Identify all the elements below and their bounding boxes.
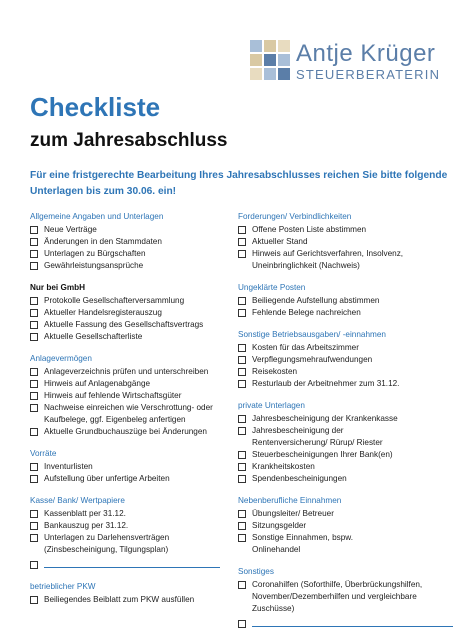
fill-in-rule (252, 626, 453, 627)
checklist-item-label: Resturlaub der Arbeitnehmer zum 31.12. (252, 379, 400, 388)
checkbox-icon[interactable] (30, 534, 38, 542)
checklist-item-label: Änderungen in den Stammdaten (44, 237, 162, 246)
checklist-item (30, 473, 230, 485)
checklist (30, 224, 230, 272)
checkbox-icon[interactable] (238, 380, 246, 388)
checkbox-icon[interactable] (238, 309, 246, 317)
checklist-item (30, 520, 230, 532)
checklist-item-label: Aktueller Stand (252, 237, 308, 246)
checklist-item (238, 366, 463, 378)
checklist-item (238, 520, 463, 532)
checklist-item-label: Gewährleistungsansprüche (44, 261, 144, 270)
page-title: Checkliste (30, 92, 161, 122)
checklist-item-label: Hinweis auf fehlende Wirtschaftsgüter (44, 391, 182, 400)
right-column (238, 211, 463, 640)
checklist-item (30, 532, 230, 556)
checklist-item-label: Hinweis auf Anlagenabgänge (44, 379, 151, 388)
checklist (238, 342, 463, 390)
checklist-item (30, 319, 230, 331)
checkbox-icon[interactable] (30, 596, 38, 604)
checklist-item-label: Aktuelle Gesellschafterliste (44, 332, 143, 341)
checklist-item (238, 579, 463, 615)
section-title: betrieblicher PKW (30, 582, 96, 591)
checklist (30, 366, 230, 438)
logo-name: Antje Krüger (296, 40, 436, 67)
checklist-item-label: Beiliegende Aufstellung abstimmen (252, 296, 380, 305)
brand-logo (250, 40, 465, 82)
section-sonstiges (238, 566, 463, 630)
checklist-item-label: Nachweise einreichen wie Verschrottung- oder Kaufbelege, ggf. Eigenbeleg anfertigen (44, 403, 213, 424)
checklist-item (238, 473, 463, 485)
checklist-item (30, 331, 230, 343)
checkbox-icon[interactable] (30, 250, 38, 258)
checklist-item-label: Aktueller Handelsregisterauszug (44, 308, 162, 317)
checkbox-icon[interactable] (30, 522, 38, 530)
checkbox-icon[interactable] (30, 428, 38, 436)
section-title: Sonstiges (238, 567, 274, 576)
section-private-unterlagen (238, 400, 463, 485)
checklist-item (30, 402, 230, 426)
checklist-item-label: Kosten für das Arbeitszimmer (252, 343, 359, 352)
checklist-item (238, 449, 463, 461)
checkbox-icon[interactable] (238, 238, 246, 246)
checklist (238, 295, 463, 319)
checkbox-icon[interactable] (30, 321, 38, 329)
checklist-item-label: Sitzungsgelder (252, 521, 307, 530)
checklist (238, 224, 463, 272)
checkbox-icon[interactable] (238, 297, 246, 305)
checkbox-icon[interactable] (238, 427, 246, 435)
fill-in-rule (44, 567, 220, 568)
checklist-item (30, 295, 230, 307)
checklist-item-label: Steuerbescheinigungen Ihrer Bank(en) (252, 450, 393, 459)
section-nebenberufliche-einnahmen (238, 495, 463, 556)
checklist-item (30, 461, 230, 473)
logo-subtitle: STEUERBERATERIN (296, 67, 441, 82)
checkbox-icon[interactable] (30, 561, 38, 569)
checklist-item (30, 307, 230, 319)
checklist-item-label: Krankheitskosten (252, 462, 315, 471)
section-title: Nebenberufliche Einnahmen (238, 496, 342, 505)
checklist-item (30, 366, 230, 378)
section-kasse-bank-wertpapiere (30, 495, 230, 571)
checklist-item (238, 378, 463, 390)
checklist (30, 508, 230, 556)
checklist-item-label: Beiliegendes Beiblatt zum PKW ausfüllen (44, 595, 195, 604)
checklist-item-label: Jahresbescheinigung der Rentenversicherung/ Rürup/ Riester (252, 426, 383, 447)
logo-mark (250, 40, 290, 80)
checklist-item-label: Hinweis auf Gerichtsverfahren, Insolvenz, Uneinbringlichkeit (Nachweis) (252, 249, 404, 270)
checklist-item-label: Spendenbescheinigungen (252, 474, 347, 483)
checkbox-icon[interactable] (238, 510, 246, 518)
checkbox-icon[interactable] (238, 581, 246, 589)
checklist-item-label: Unterlagen zu Darlehensverträgen (Zinsbescheinigung, Tilgungsplan) (44, 533, 170, 554)
section-sonstige-betriebsausgaben-einnahmen (238, 329, 463, 390)
checklist-item (30, 390, 230, 402)
checkbox-icon[interactable] (238, 356, 246, 364)
checklist-item-label: Inventurlisten (44, 462, 93, 471)
checkbox-icon[interactable] (238, 344, 246, 352)
checkbox-icon[interactable] (238, 368, 246, 376)
checklist-item-label: Sonstige Einnahmen, bspw. Onlinehandel (252, 533, 354, 554)
checklist (238, 413, 463, 485)
checkbox-icon[interactable] (238, 534, 246, 542)
checklist-item-label: Anlageverzeichnis prüfen und unterschreiben (44, 367, 209, 376)
section-anlagevermoegen (30, 353, 230, 438)
checklist-item (238, 461, 463, 473)
section-title: private Unterlagen (238, 401, 305, 410)
checklist-item (30, 236, 230, 248)
checklist-item-label: Protokolle Gesellschafterversammlung (44, 296, 185, 305)
checkbox-icon[interactable] (238, 463, 246, 471)
blank-entry-line[interactable] (238, 618, 463, 630)
checkbox-icon[interactable] (238, 522, 246, 530)
checklist-item (238, 413, 463, 425)
checklist-item (30, 224, 230, 236)
checklist-item (30, 248, 230, 260)
left-column (30, 211, 230, 616)
checkbox-icon[interactable] (30, 475, 38, 483)
section-title: Vorräte (30, 449, 57, 458)
checkbox-icon[interactable] (30, 238, 38, 246)
checkbox-icon[interactable] (30, 404, 38, 412)
checklist (238, 508, 463, 556)
checkbox-icon[interactable] (30, 333, 38, 341)
page-subtitle: zum Jahresabschluss (30, 130, 228, 151)
checklist (30, 594, 230, 606)
checkbox-icon[interactable] (30, 309, 38, 317)
checklist-item (238, 508, 463, 520)
section-betrieblicher-pkw (30, 581, 230, 606)
section-title: Sonstige Betriebsausgaben/ -einnahmen (238, 330, 386, 339)
checklist-item (238, 295, 463, 307)
checklist-item (238, 248, 463, 272)
section-forderungen-verbindlichkeiten (238, 211, 463, 272)
section-vorraete (30, 448, 230, 485)
checklist-item-label: Coronahilfen (Soforthilfe, Überbrückungshilfen, November/Dezemberhilfen und vergleichbare Zuschüsse) (252, 580, 423, 613)
section-title: Anlagevermögen (30, 354, 92, 363)
checklist-item (238, 224, 463, 236)
checklist-item (30, 260, 230, 272)
section-title: Kasse/ Bank/ Wertpapiere (30, 496, 125, 505)
checklist-item-label: Verpflegungsmehraufwendungen (252, 355, 373, 364)
checklist (30, 295, 230, 343)
checklist-item (30, 426, 230, 438)
checklist-item (238, 236, 463, 248)
blank-entry-line[interactable] (30, 559, 230, 571)
checkbox-icon[interactable] (238, 226, 246, 234)
checkbox-icon[interactable] (30, 510, 38, 518)
checklist-item-label: Übungsleiter/ Betreuer (252, 509, 334, 518)
checklist-item (30, 594, 230, 606)
checklist-item-label: Aufstellung über unfertige Arbeiten (44, 474, 170, 483)
checklist-item-label: Offene Posten Liste abstimmen (252, 225, 367, 234)
checklist-item-label: Kassenblatt per 31.12. (44, 509, 126, 518)
checkbox-icon[interactable] (238, 620, 246, 628)
section-title: Forderungen/ Verbindlichkeiten (238, 212, 352, 221)
checklist-item-label: Fehlende Belege nachreichen (252, 308, 361, 317)
checklist-item-label: Jahresbescheinigung der Krankenkasse (252, 414, 398, 423)
checkbox-icon[interactable] (30, 392, 38, 400)
checklist-item-label: Unterlagen zu Bürgschaften (44, 249, 146, 258)
checklist-item (238, 354, 463, 366)
section-title: Nur bei GmbH (30, 283, 86, 292)
checklist-item-label: Neue Verträge (44, 225, 97, 234)
intro-text: Für eine fristgerechte Bearbeitung Ihres Jahresabschlusses reichen Sie bitte folgende Unterlagen bis zum 30.06. ein! (30, 170, 448, 197)
checklist-item (30, 508, 230, 520)
checklist-item (30, 378, 230, 390)
checklist (238, 579, 463, 615)
checkbox-icon[interactable] (30, 297, 38, 305)
checklist-item (238, 342, 463, 354)
checkbox-icon[interactable] (238, 250, 246, 258)
checklist-item-label: Bankauszug per 31.12. (44, 521, 129, 530)
checkbox-icon[interactable] (30, 262, 38, 270)
section-title: Allgemeine Angaben und Unterlagen (30, 212, 164, 221)
checklist-item-label: Aktuelle Fassung des Gesellschaftsvertrags (44, 320, 204, 329)
checkbox-icon[interactable] (238, 475, 246, 483)
section-allgemeine-angaben-und-unterlagen (30, 211, 230, 272)
checklist (30, 461, 230, 485)
checklist-item-label: Reisekosten (252, 367, 298, 376)
checklist-item (238, 307, 463, 319)
section-ungeklaerte-posten (238, 282, 463, 319)
checkbox-icon[interactable] (30, 368, 38, 376)
checklist-item (238, 425, 463, 449)
checkbox-icon[interactable] (238, 451, 246, 459)
checkbox-icon[interactable] (30, 380, 38, 388)
section-nur-bei-gmbh (30, 282, 230, 343)
section-title: Ungeklärte Posten (238, 283, 306, 292)
checklist-item-label: Aktuelle Grundbuchauszüge bei Änderungen (44, 427, 207, 436)
checkbox-icon[interactable] (30, 463, 38, 471)
checkbox-icon[interactable] (30, 226, 38, 234)
checklist-item (238, 532, 463, 556)
checkbox-icon[interactable] (238, 415, 246, 423)
